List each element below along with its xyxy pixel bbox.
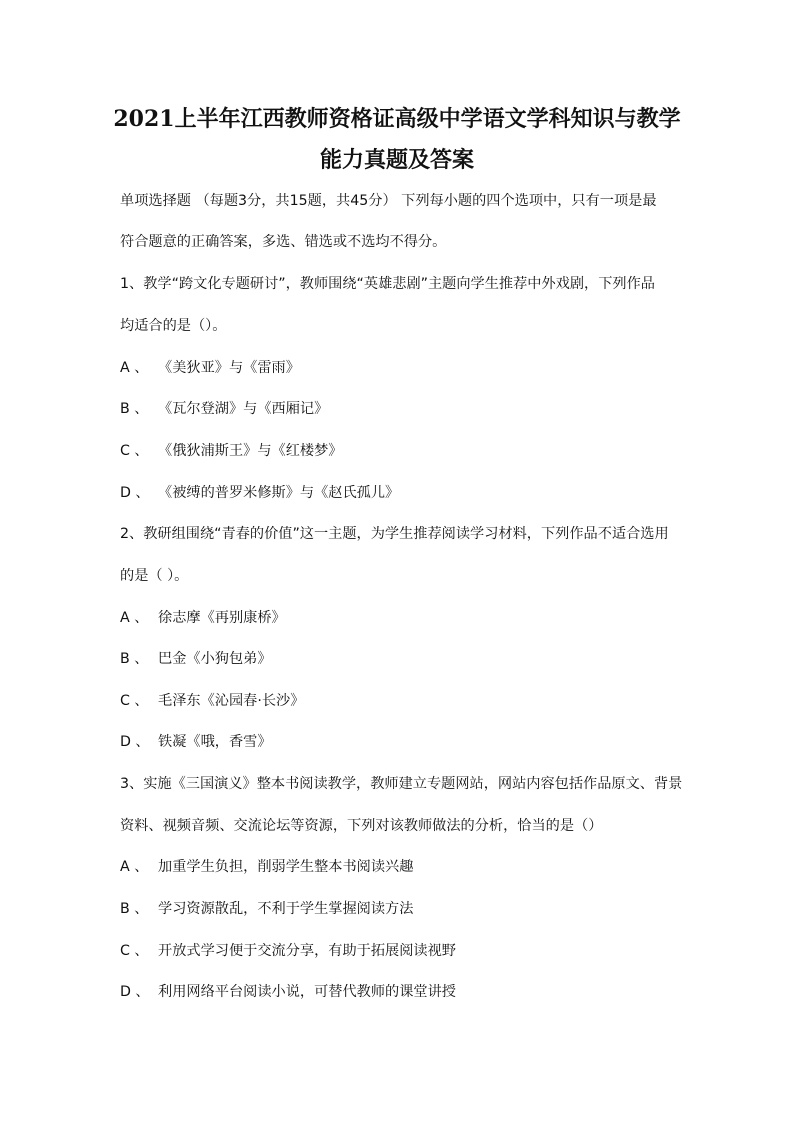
question-3-option-d — [120, 981, 456, 1003]
option-text: 《俄狄浦斯王》与《红楼梦》 — [158, 443, 343, 459]
question-2-option-d — [120, 731, 272, 753]
question-1-option-a — [120, 357, 300, 379]
question-1-option-b — [120, 398, 328, 420]
question-2-option-c — [120, 690, 304, 712]
option-letter: D 、 — [120, 734, 150, 750]
question-1-option-c — [120, 440, 342, 462]
option-text: 铁凝《哦，香雪》 — [158, 734, 272, 750]
option-text: 《美狄亚》与《雷雨》 — [158, 360, 300, 376]
option-letter: D 、 — [120, 984, 150, 1000]
question-3-option-c — [120, 940, 456, 962]
option-letter: A 、 — [120, 610, 149, 626]
instructions-line-1: 单项选择题 （每题3分，共15题，共45分） 下列每小题的四个选项中，只有一项是最 — [120, 193, 657, 209]
question-1-stem-line-2: 均适合的是（）。 — [120, 318, 227, 334]
option-text: 《被缚的普罗米修斯》与《赵氏孤儿》 — [158, 485, 400, 501]
question-1-stem-line-1: 1、教学“跨文化专题研讨”，教师围绕“英雄悲剧”主题向学生推荐中外戏剧，下列作品 — [120, 276, 655, 292]
option-letter: B 、 — [120, 401, 149, 417]
question-1-option-d — [120, 482, 399, 504]
option-letter: C 、 — [120, 693, 149, 709]
option-text: 开放式学习便于交流分享，有助于拓展阅读视野 — [158, 943, 456, 959]
question-2-stem-line-2: 的是（ ）。 — [120, 568, 189, 584]
option-letter: C 、 — [120, 943, 149, 959]
question-3-option-a — [120, 856, 413, 878]
option-text: 学习资源散乱，不利于学生掌握阅读方法 — [158, 901, 414, 917]
document-title-line-1: 2021上半年江西教师资格证高级中学语文学科知识与教学 — [113, 106, 681, 132]
document-title-line-2: 能力真题及答案 — [319, 147, 474, 173]
option-letter: B 、 — [120, 651, 149, 667]
instructions-line-2: 符合题意的正确答案，多选、错选或不选均不得分。 — [120, 234, 447, 250]
option-letter: A 、 — [120, 360, 149, 376]
option-text: 加重学生负担，削弱学生整本书阅读兴趣 — [158, 859, 414, 875]
question-2-option-b — [120, 648, 272, 670]
option-text: 巴金《小狗包弟》 — [158, 651, 272, 667]
option-text: 《瓦尔登湖》与《西厢记》 — [158, 401, 329, 417]
option-letter: D 、 — [120, 485, 150, 501]
question-2-option-a — [120, 607, 286, 629]
question-3-option-b — [120, 898, 413, 920]
option-letter: B 、 — [120, 901, 149, 917]
option-text: 利用网络平台阅读小说，可替代教师的课堂讲授 — [158, 984, 456, 1000]
question-2-stem-line-1: 2、教研组围绕“青春的价值”这一主题，为学生推荐阅读学习材料，下列作品不适合选用 — [120, 526, 669, 542]
option-letter: C 、 — [120, 443, 149, 459]
question-3-stem-line-1: 3、实施《三国演义》整本书阅读教学，教师建立专题网站，网站内容包括作品原文、背景 — [120, 776, 683, 792]
option-text: 徐志摩《再别康桥》 — [158, 610, 286, 626]
option-text: 毛泽东《沁园春·长沙》 — [158, 693, 305, 709]
question-3-stem-line-2: 资料、视频音频、交流论坛等资源，下列对该教师做法的分析，恰当的是（） — [120, 818, 603, 834]
option-letter: A 、 — [120, 859, 149, 875]
